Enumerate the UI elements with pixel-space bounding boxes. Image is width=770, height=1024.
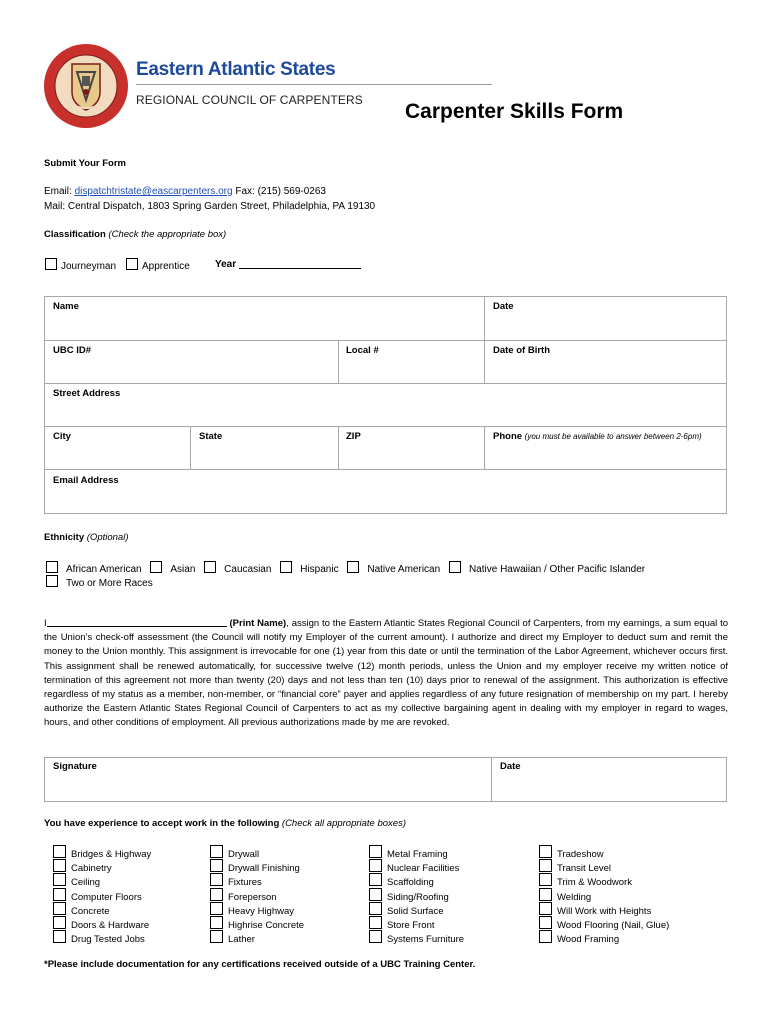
date-field-label: Date: [493, 301, 514, 312]
skill-option[interactable]: Transit Level: [539, 859, 669, 873]
ethnicity-label: Ethnicity: [44, 532, 85, 543]
fax: Fax: (215) 569-0263: [232, 186, 326, 197]
skill-checkbox[interactable]: [369, 845, 382, 858]
city-input[interactable]: [45, 427, 190, 469]
african-american-checkbox[interactable]: [46, 561, 58, 573]
street-address-input[interactable]: [45, 384, 725, 426]
journeyman-label: Journeyman: [61, 261, 117, 272]
form-title: Carpenter Skills Form: [405, 100, 624, 123]
skill-checkbox[interactable]: [369, 873, 382, 886]
skill-option[interactable]: Tradeshow: [539, 845, 669, 859]
skill-checkbox[interactable]: [539, 888, 552, 901]
classification-journeyman[interactable]: [45, 258, 116, 272]
year-field[interactable]: [215, 258, 361, 270]
skill-checkbox[interactable]: [210, 930, 223, 943]
skill-checkbox[interactable]: [369, 902, 382, 915]
skill-option[interactable]: Drug Tested Jobs: [53, 930, 151, 944]
african-american-label: African American: [66, 564, 142, 575]
skill-option[interactable]: Fixtures: [210, 873, 304, 887]
signature-date-input[interactable]: [492, 758, 725, 800]
skill-checkbox[interactable]: [53, 916, 66, 929]
ethnicity-row-1: [46, 561, 645, 575]
state-label: State: [199, 431, 223, 442]
skill-checkbox[interactable]: [539, 916, 552, 929]
skill-option[interactable]: Drywall Finishing: [210, 859, 304, 873]
skill-option[interactable]: Systems Furniture: [369, 930, 464, 944]
skill-option[interactable]: Heavy Highway: [210, 902, 304, 916]
skill-checkbox[interactable]: [53, 845, 66, 858]
skill-option[interactable]: Metal Framing: [369, 845, 464, 859]
org-name: Eastern Atlantic States: [136, 59, 336, 80]
classification-note: (Check the appropriate box): [108, 229, 227, 240]
skill-checkbox[interactable]: [210, 845, 223, 858]
experience-note: (Check all appropriate boxes): [281, 818, 406, 829]
date-input[interactable]: [485, 297, 725, 340]
experience-heading-text: You have experience to accept work in the following: [44, 818, 280, 829]
skill-checkbox[interactable]: [369, 916, 382, 929]
skill-option[interactable]: Siding/Roofing: [369, 888, 464, 902]
hispanic-label: Hispanic: [300, 564, 339, 575]
ethnicity-heading: [44, 532, 128, 543]
dob-input[interactable]: [485, 341, 725, 383]
skill-checkbox[interactable]: [210, 902, 223, 915]
phone-label-text: Phone: [493, 431, 523, 442]
asian-label: Asian: [170, 564, 196, 575]
journeyman-checkbox[interactable]: [45, 258, 57, 270]
skill-checkbox[interactable]: [369, 859, 382, 872]
skill-checkbox[interactable]: [53, 902, 66, 915]
signature-label: Signature: [53, 761, 97, 772]
skill-option[interactable]: Bridges & Highway: [53, 845, 151, 859]
skill-option[interactable]: Wood Framing: [539, 930, 669, 944]
skill-checkbox[interactable]: [539, 902, 552, 915]
certification-note: *Please include documentation for any certifications received outside of a UBC Training Center.: [44, 959, 476, 970]
skill-option[interactable]: Drywall: [210, 845, 304, 859]
email-address-label: Email Address: [53, 475, 119, 486]
city-label: City: [53, 431, 71, 442]
caucasian-checkbox[interactable]: [204, 561, 216, 573]
skill-option[interactable]: Nuclear Facilities: [369, 859, 464, 873]
year-label: Year: [215, 259, 237, 270]
apprentice-label: Apprentice: [142, 261, 190, 272]
skills-column-2: [210, 845, 304, 944]
skill-option[interactable]: Cabinetry: [53, 859, 151, 873]
skill-option[interactable]: Will Work with Heights: [539, 902, 669, 916]
print-name-line[interactable]: [47, 616, 227, 627]
skills-column-1: [53, 845, 151, 944]
skill-checkbox[interactable]: [539, 845, 552, 858]
ethnicity-row-2: [46, 575, 153, 589]
phone-input[interactable]: [485, 427, 725, 469]
zip-label: ZIP: [346, 431, 361, 442]
council-seal-logo: [42, 42, 130, 130]
skill-option[interactable]: Store Front: [369, 916, 464, 930]
signature-input[interactable]: [45, 758, 491, 800]
two-or-more-races-label: Two or More Races: [66, 578, 153, 589]
org-divider: [136, 84, 492, 85]
signature-date-label: Date: [500, 761, 521, 772]
skill-option[interactable]: Highrise Concrete: [210, 916, 304, 930]
ethnicity-note: (Optional): [86, 532, 129, 543]
hispanic-checkbox[interactable]: [280, 561, 292, 573]
skill-checkbox[interactable]: [53, 888, 66, 901]
skill-option[interactable]: Foreperson: [210, 888, 304, 902]
skill-option[interactable]: Welding: [539, 888, 669, 902]
email-input[interactable]: [45, 470, 725, 512]
name-input[interactable]: [45, 297, 484, 340]
two-or-more-races-checkbox[interactable]: [46, 575, 58, 587]
skill-checkbox[interactable]: [53, 930, 66, 943]
skill-checkbox[interactable]: [210, 916, 223, 929]
submit-email-line: [44, 186, 326, 197]
zip-input[interactable]: [339, 427, 484, 469]
auth-prefix: I: [44, 618, 47, 629]
skills-column-4: [539, 845, 669, 944]
skill-checkbox[interactable]: [369, 930, 382, 943]
skill-option[interactable]: Trim & Woodwork: [539, 873, 669, 887]
apprentice-checkbox[interactable]: [126, 258, 138, 270]
dob-label: Date of Birth: [493, 345, 550, 356]
local-label: Local #: [346, 345, 379, 356]
skill-option[interactable]: Scaffolding: [369, 873, 464, 887]
mail-address: Mail: Central Dispatch, 1803 Spring Garden Street, Philadelphia, PA 19130: [44, 201, 376, 212]
skill-checkbox[interactable]: [53, 859, 66, 872]
skill-option[interactable]: Concrete: [53, 902, 151, 916]
classification-heading: [44, 229, 226, 240]
skill-checkbox[interactable]: [210, 859, 223, 872]
classification-apprentice[interactable]: [126, 258, 190, 272]
name-field-label: Name: [53, 301, 79, 312]
year-input-line[interactable]: [239, 258, 361, 269]
phone-note: (you must be available to answer between 2-6pm): [524, 432, 702, 441]
experience-heading: [44, 818, 406, 829]
print-name-label: (Print Name): [229, 618, 287, 629]
classification-label: Classification: [44, 229, 106, 240]
skill-checkbox[interactable]: [210, 873, 223, 886]
skill-option[interactable]: Wood Flooring (Nail, Glue): [539, 916, 669, 930]
skill-option[interactable]: Ceiling: [53, 873, 151, 887]
skill-checkbox[interactable]: [53, 873, 66, 886]
native-hawaiian-checkbox[interactable]: [449, 561, 461, 573]
ubc-id-label: UBC ID#: [53, 345, 92, 356]
native-american-checkbox[interactable]: [347, 561, 359, 573]
skill-checkbox[interactable]: [539, 859, 552, 872]
skill-checkbox[interactable]: [539, 873, 552, 886]
asian-checkbox[interactable]: [150, 561, 162, 573]
submit-heading: Submit Your Form: [44, 158, 126, 169]
street-address-label: Street Address: [53, 388, 121, 399]
state-input[interactable]: [191, 427, 338, 469]
org-subtitle: REGIONAL COUNCIL OF CARPENTERS: [136, 93, 363, 107]
local-input[interactable]: [339, 341, 484, 383]
caucasian-label: Caucasian: [224, 564, 272, 575]
authorization-paragraph: [44, 616, 728, 731]
native-hawaiian-label: Native Hawaiian / Other Pacific Islander: [468, 564, 646, 575]
skill-checkbox[interactable]: [539, 930, 552, 943]
skill-checkbox[interactable]: [369, 888, 382, 901]
email-label: Email:: [44, 186, 75, 197]
skill-option[interactable]: Computer Floors: [53, 888, 151, 902]
authorization-text: , assign to the Eastern Atlantic States Regional Council of Carpenters, from my earnings, a sum equal to the Union’s check-off assessment (the Council will notify my Employer of the current amount). I authorize and direct my Employer to deduct sum and remit the money to the Union monthly. This assignment is irrevocable for one (1) year from this date or until the termination of the Labor Agreement, whichever occurs first. This assignment shall be renewed automatically, for successive twelve (12) month periods, unless the Union and my employer receive my written notice of termination of this agreement not more than twenty (20) days and not less than ten (10) days prior to renewal of the assignment. This authorization is effective regardless of my status as a member, non-member, or “financial core” payer and applies regardless of any future resignation of membership on my part. I hereby authorize the Eastern Atlantic States Regional Council of Carpenters to act as my collective bargaining agent in dealing with my employer in regard to wages, hours, and other conditions of employment. All previous authorizations made by me are revoked.: [44, 618, 729, 729]
email-link[interactable]: dispatchtristate@eascarpenters.org: [74, 186, 233, 197]
native-american-label: Native American: [367, 564, 441, 575]
skill-option[interactable]: Lather: [210, 930, 304, 944]
skill-option[interactable]: Doors & Hardware: [53, 916, 151, 930]
skill-option[interactable]: Solid Surface: [369, 902, 464, 916]
skills-column-3: [369, 845, 464, 944]
ubc-id-input[interactable]: [45, 341, 338, 383]
skill-checkbox[interactable]: [210, 888, 223, 901]
